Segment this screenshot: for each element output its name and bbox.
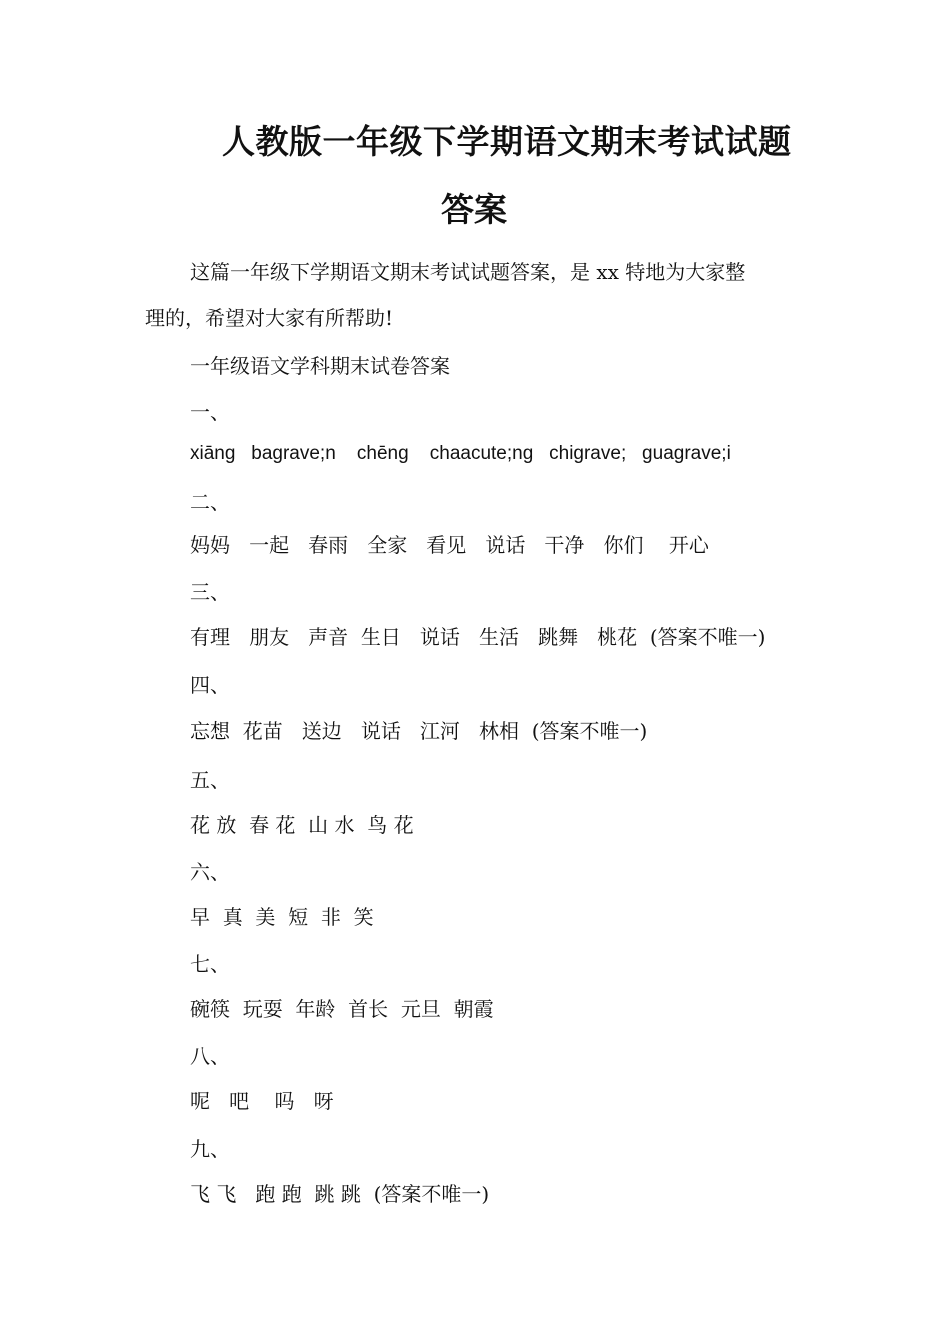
section-answer-9: 飞 飞 跑 跑 跳 跳 (答案不唯一) [190, 1182, 490, 1206]
section-heading-5: 五、 [190, 768, 230, 792]
section-answer-1: xiāng bagrave;n chēng chaacute;ng chigrave; guagrave;i [190, 443, 731, 464]
section-answer-8: 呢 吧 吗 呀 [190, 1089, 334, 1113]
section-heading-3: 三、 [190, 580, 230, 604]
section-heading-6: 六、 [190, 860, 230, 884]
section-heading-1: 一、 [190, 400, 230, 424]
section-heading-7: 七、 [190, 952, 230, 976]
section-answer-6: 早 真 美 短 非 笑 [190, 905, 374, 929]
section-heading-2: 二、 [190, 490, 230, 514]
section-answer-2: 妈妈 一起 春雨 全家 看见 说话 干净 你们 开心 [190, 533, 709, 557]
document-title-line-2: 答案 [441, 190, 507, 229]
section-heading-8: 八、 [190, 1044, 230, 1068]
section-answer-3: 有理 朋友 声音 生日 说话 生活 跳舞 桃花 (答案不唯一) [190, 625, 766, 649]
section-heading-9: 九、 [190, 1137, 230, 1161]
section-answer-7: 碗筷 玩耍 年龄 首长 元旦 朝霞 [190, 997, 494, 1021]
intro-paragraph-line-2: 理的，希望对大家有所帮助! [145, 306, 394, 330]
section-answer-5: 花 放 春 花 山 水 鸟 花 [190, 813, 414, 837]
section-answer-4: 忘想 花苗 送边 说话 江河 林相 (答案不唯一) [190, 719, 648, 743]
section-heading-4: 四、 [190, 673, 230, 697]
intro-paragraph-line-1: 这篇一年级下学期语文期末考试试题答案，是 xx 特地为大家整 [190, 260, 746, 284]
answer-sheet-subtitle: 一年级语文学科期末试卷答案 [190, 354, 450, 378]
document-title-line-1: 人教版一年级下学期语文期末考试试题 [222, 122, 792, 161]
